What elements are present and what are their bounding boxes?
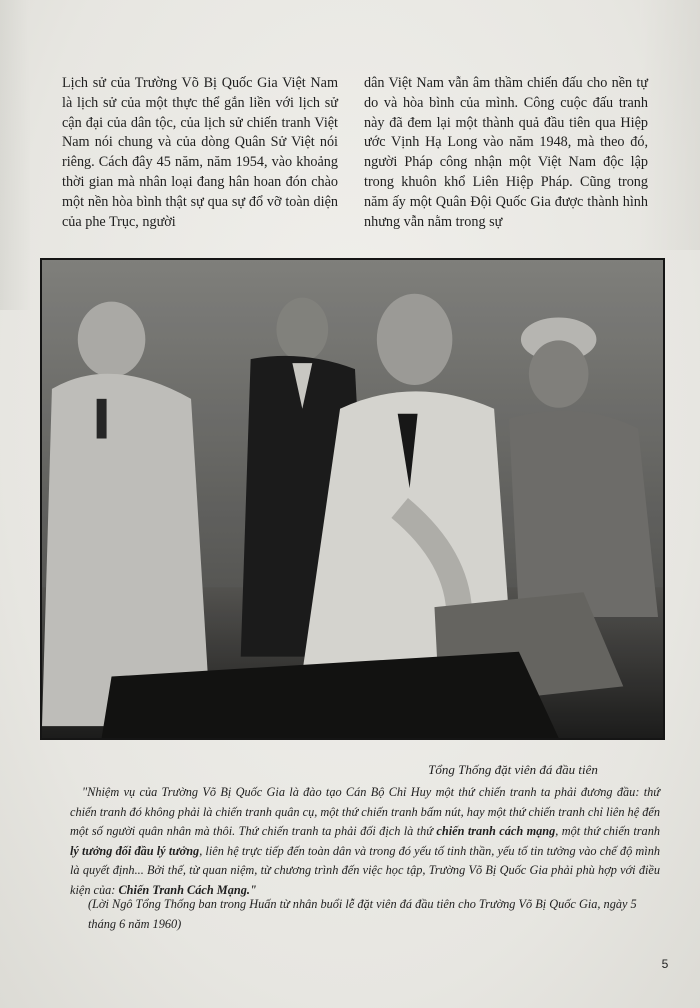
scan-bleed-left: [0, 0, 30, 310]
quote-text-2: , một thứ chiến tranh: [555, 824, 660, 839]
quote-bold-2: lý tưởng đối đầu lý tưởng: [70, 843, 200, 858]
scan-bleed-right: [640, 0, 700, 250]
ceremony-photo-image: [42, 260, 663, 738]
president-quote: [70, 783, 660, 901]
quote-bold-3: Chiến Tranh Cách Mạng.": [118, 882, 257, 897]
article-column-right: [364, 74, 648, 232]
photo-caption: Tổng Thống đặt viên đá đầu tiên: [428, 762, 598, 777]
article-paragraph-left: Lịch sử của Trường Võ Bị Quốc Gia Việt Nam là lịch sử của một thực thể gắn liền với lịch sử cận đại của dân tộc, của lịch sử chiến tranh Việt Nam nói chung và của dòng Quân Sử Việt nói riêng. Cách đây 45 năm, năm 1954, vào khoảng thời gian mà nhân loại đang hân hoan đón chào một nền hòa bình thật sự qua sự đổ vỡ toàn diện của phe Trục, người: [62, 75, 338, 230]
page-number: 5: [661, 957, 669, 971]
quote-source: (Lời Ngô Tổng Thống ban trong Huấn từ nhân buổi lễ đặt viên đá đầu tiên cho Trường Võ Bị Quốc Gia, ngày 5 tháng 6 năm 1960): [88, 897, 637, 931]
quote-text-3: , liên hệ trực tiếp đến toàn dân và trong đó yếu tố tinh thần, yếu tố tin tưởng vào chế độ mình là quyết định... Bởi thế, từ quan niệm, từ chương trình đến việc học tập, Trường Võ Bị Quốc Gia phải phù hợp với điều kiện của:: [70, 843, 660, 897]
quote-text-1: "Nhiệm vụ của Trường Võ Bị Quốc Gia là đào tạo Cán Bộ Chỉ Huy một thứ chiến tranh ta phải đương đầu: thứ chiến tranh đó không phải là chiến tranh quân cụ, một thứ chiến tranh bấm nút, hay một thứ chiến tranh chỉ liên hệ đến một số người quân nhân mà thôi. Thứ chiến tranh ta phải đối địch là thứ: [70, 785, 660, 839]
article-column-left: [62, 74, 338, 232]
ceremony-photo: [40, 258, 665, 740]
quote-bold-1: chiến tranh cách mạng: [436, 824, 556, 839]
article-paragraph-right: dân Việt Nam vẫn âm thầm chiến đấu cho nền tự do và hòa bình của mình. Công cuộc đấu tranh này đã đem lại một thành quả đầu tiên qua Hiệp ước Vịnh Hạ Long vào năm 1948, mà theo đó, người Pháp công nhận một Việt Nam độc lập trong khuôn khổ Liên Hiệp Pháp. Cũng trong năm ấy một Quân Đội Quốc Gia được thành hình nhưng vẫn nằm trong sự: [364, 75, 648, 230]
